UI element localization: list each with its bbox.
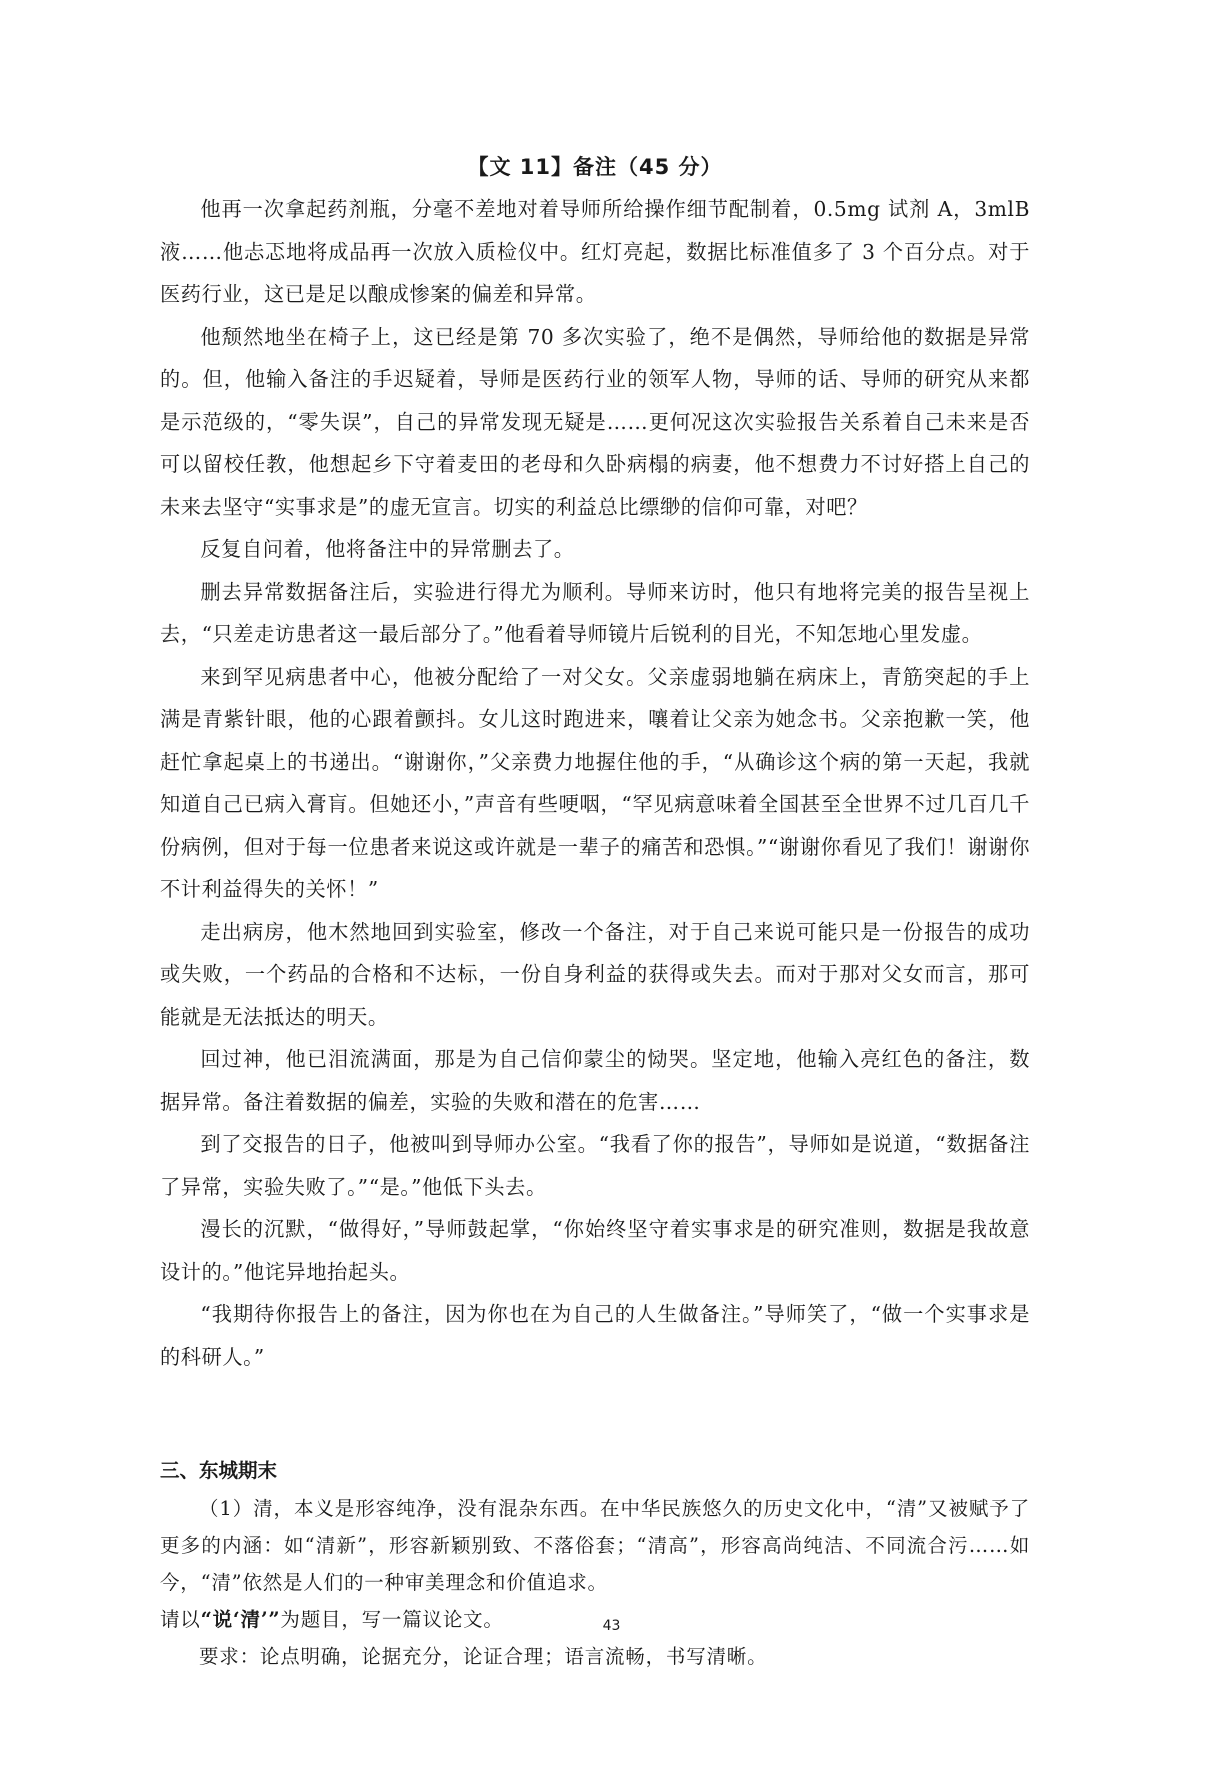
article-title: 【文 11】备注（45 分） — [467, 155, 723, 179]
paragraph: 回过神，他已泪流满面，那是为自己信仰蒙尘的恸哭。坚定地，他输入亮红色的备注，数据异常。备注着数据的偏差，实验的失败和潜在的危害…… — [160, 1047, 1030, 1114]
paragraph: 来到罕见病患者中心，他被分配给了一对父女。父亲虚弱地躺在病床上，青筋突起的手上满是青紫针眼，他的心跟着颤抖。女儿这时跑进来，嚷着让父亲为她念书。父亲抱歉一笑，他赶忙拿起桌上的书递出。“谢谢你，”父亲费力地握住他的手，“从确诊这个病的第一天起，我就知道自己已病入膏肓。但她还小，”声音有些哽咽，“罕见病意味着全国甚至全世界不过几百几千份病例，但对于每一位患者来说这或许就是一辈子的痛苦和恐惧。”“谢谢你看见了我们！谢谢你不计利益得失的关怀！” — [160, 664, 1030, 901]
prompt-intro: （1）清，本义是形容纯净，没有混杂东西。在中华民族悠久的历史文化中，“清”又被赋予了更多的内涵：如“清新”，形容新颖别致、不落俗套；“清高”，形容高尚纯洁、不同流合污……如今，“清”依然是人们的一种审美理念和价值追求。 — [160, 1497, 1030, 1594]
section-title: 三、东城期末 — [160, 1459, 278, 1482]
prompt-requirements: 要求：论点明确，论据充分，论证合理；语言流畅，书写清晰。 — [199, 1645, 768, 1668]
writing-prompt — [160, 1490, 1030, 1675]
paragraph: 走出病房，他木然地回到实验室，修改一个备注，对于自己来说可能只是一份报告的成功或失败，一个药品的合格和不达标，一份自身利益的获得或失去。而对于那对父女而言，那可能就是无法抵达的明天。 — [160, 919, 1030, 1029]
paragraph: 删去异常数据备注后，实验进行得尤为顺利。导师来访时，他只有地将完美的报告呈视上去，“只差走访患者这一最后部分了。”他看着导师镜片后锐利的目光，不知怎地心里发虚。 — [160, 579, 1030, 646]
paragraph: 漫长的沉默，“做得好，”导师鼓起掌，“你始终坚守着实事求是的研究准则，数据是我故意设计的。”他诧异地抬起头。 — [160, 1217, 1030, 1284]
paragraph: 他颓然地坐在椅子上，这已经是第 70 多次实验了，绝不是偶然，导师给他的数据是异常的。但，他输入备注的手迟疑着，导师是医药行业的领军人物，导师的话、导师的研究从来都是示范级的，“零失误”，自己的异常发现无疑是……更何况这次实验报告关系着自己未来是否可以留校任教，他想起乡下守着麦田的老母和久卧病榻的病妻，他不想费力不讨好搭上自己的未来去坚守“实事求是”的虚无宣言。切实的利益总比缥缈的信仰可靠，对吧？ — [160, 324, 1030, 519]
document-page — [160, 148, 1030, 1675]
task-topic: “说‘清’” — [200, 1608, 281, 1631]
paragraph: “我期待你报告上的备注，因为你也在为自己的人生做备注。”导师笑了，“做一个实事求是的科研人。” — [160, 1302, 1030, 1369]
task-prefix: 请以 — [160, 1608, 201, 1631]
paragraph: 到了交报告的日子，他被叫到导师办公室。“我看了你的报告”，导师如是说道，“数据备注了异常，实验失败了。”“是。”他低下头去。 — [160, 1132, 1030, 1199]
paragraph: 反复自问着，他将备注中的异常删去了。 — [200, 537, 575, 561]
section-spacer — [160, 1378, 1030, 1452]
paragraph: 他再一次拿起药剂瓶，分毫不差地对着导师所给操作细节配制着，0.5mg 试剂 A，3mlB 液……他忐忑地将成品再一次放入质检仪中。红灯亮起，数据比标准值多了 3 个百分点。对于医药行业，这已是足以酿成惨案的偏差和异常。 — [160, 197, 1030, 306]
page-number: 43 — [602, 1618, 621, 1634]
task-suffix: 为题目，写一篇议论文。 — [280, 1608, 504, 1631]
article-body — [160, 188, 1030, 1378]
